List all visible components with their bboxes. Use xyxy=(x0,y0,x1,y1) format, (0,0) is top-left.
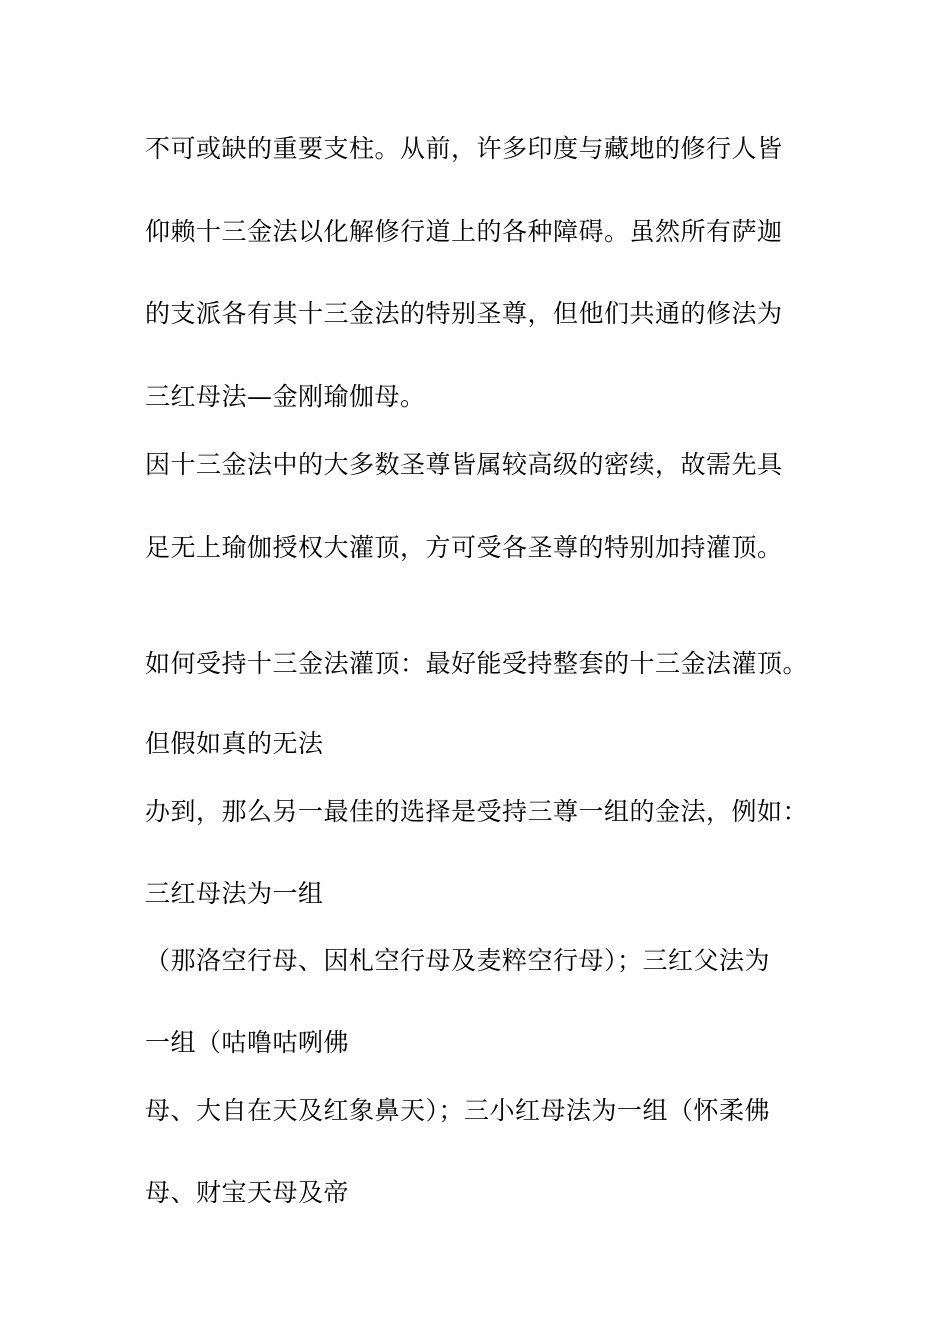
text-line: 足无上瑜伽授权大灌顶，方可受各圣尊的特别加持灌顶。 xyxy=(145,533,783,562)
text-line: 但假如真的无法 xyxy=(145,729,324,758)
text-line: 三红母法为一组 xyxy=(145,879,324,908)
text-line: 一组（咕噜咕咧佛 xyxy=(145,1028,350,1057)
text-line: 不可或缺的重要支柱。从前，许多印度与藏地的修行人皆 xyxy=(145,134,783,163)
text-line: 仰赖十三金法以化解修行道上的各种障碍。虽然所有萨迦 xyxy=(145,217,783,246)
text-line: 如何受持十三金法灌顶：最好能受持整套的十三金法灌顶。 xyxy=(145,649,809,678)
text-line: （那洛空行母、因札空行母及麦粹空行母）；三红父法为 xyxy=(145,946,771,975)
text-line: 办到，那么另一最佳的选择是受持三尊一组的金法，例如： xyxy=(145,797,809,826)
text-line: 因十三金法中的大多数圣尊皆属较高级的密续，故需先具 xyxy=(145,450,783,479)
text-line: 三红母法—金刚瑜伽母。 xyxy=(145,382,426,411)
text-line: 的支派各有其十三金法的特别圣尊，但他们共通的修法为 xyxy=(145,299,783,328)
text-line: 母、大自在天及红象鼻天）；三小红母法为一组（怀柔佛 xyxy=(145,1096,771,1125)
text-line: 母、财宝天母及帝 xyxy=(145,1178,350,1207)
